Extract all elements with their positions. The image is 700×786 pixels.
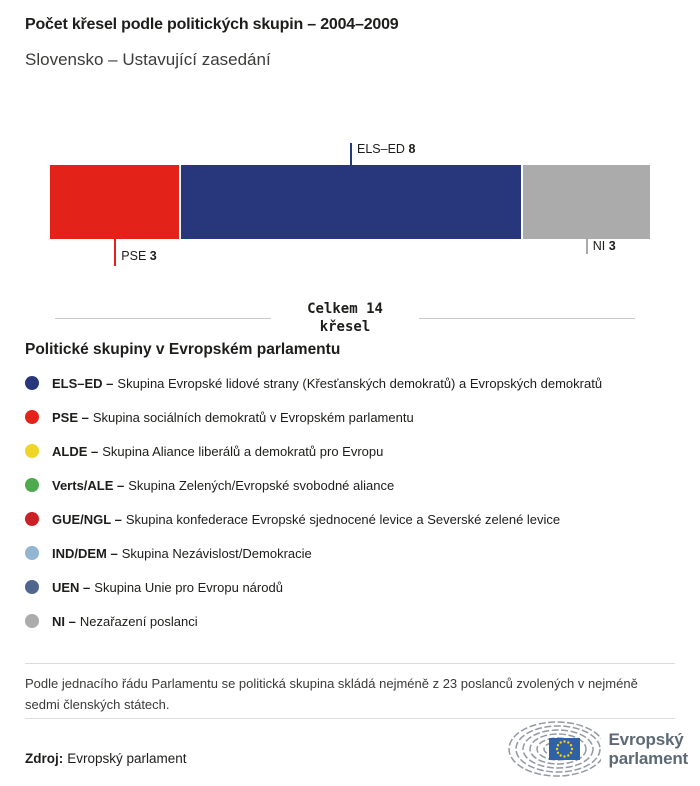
legend-label: [52, 546, 312, 561]
legend-dot: [25, 614, 39, 628]
legend-item-alde: [25, 434, 675, 468]
legend-dot: [25, 410, 39, 424]
legend-group-code: UEN –: [52, 579, 91, 595]
footnote: Podle jednacího řádu Parlamentu se politická skupina skládá nejméně z 23 poslanců zvolených v nejméně sedmi členských státech.: [25, 676, 638, 713]
bar-segment-ni: [521, 165, 650, 239]
legend-dot: [25, 546, 39, 560]
legend-group-desc: Skupina sociálních demokratů v Evropském parlamentu: [92, 409, 414, 425]
source-label: Zdroj:: [25, 751, 64, 766]
segment-seat-count: 3: [608, 239, 616, 253]
page-title: Počet křesel podle politických skupin – 2004–2009: [25, 16, 399, 33]
legend-item-gue-ngl: [25, 502, 675, 536]
divider: [25, 663, 675, 664]
segment-label-text: [116, 249, 156, 263]
legend-group-desc: Skupina Aliance liberálů a demokratů pro Evropu: [102, 443, 384, 459]
legend-group-desc: Skupina Evropské lidové strany (Křesťanských demokratů) a Evropských demokratů: [117, 375, 603, 391]
legend-item-pse: [25, 400, 675, 434]
legend-dot: [25, 478, 39, 492]
segment-label-text: [352, 142, 415, 156]
legend-group-desc: Skupina Zelených/Evropské svobodné aliance: [128, 477, 395, 493]
legend-label: [52, 444, 383, 459]
segment-label-els-ed: [350, 143, 415, 165]
stacked-bar: [50, 165, 650, 239]
legend-item-uen: [25, 570, 675, 604]
legend-label: [52, 614, 198, 629]
legend-dot: [25, 512, 39, 526]
logo-text: [609, 730, 688, 768]
source-text: Evropský parlament: [67, 751, 187, 766]
legend-dot: [25, 376, 39, 390]
bar-segment-pse: [50, 165, 179, 239]
source-line: [25, 751, 187, 766]
legend-heading: Politické skupiny v Evropském parlamentu: [25, 341, 341, 358]
total-seats-row: [25, 300, 675, 336]
page-subtitle: Slovensko – Ustavující zasedání: [25, 50, 271, 69]
legend-label: [52, 580, 283, 595]
segment-label-ni: [586, 239, 616, 254]
legend-group-desc: Skupina konfederace Evropské sjednocené levice a Severské zelené levice: [125, 511, 561, 527]
hemicycle-icon: [501, 720, 601, 778]
legend-group-code: NI –: [52, 613, 76, 629]
segment-seat-count: 3: [149, 249, 157, 263]
legend-item-ind-dem: [25, 536, 675, 570]
legend: [25, 366, 675, 638]
segment-label-text: [588, 239, 616, 253]
eu-flag-icon: [549, 738, 580, 760]
segment-group-name: NI: [592, 239, 606, 253]
legend-label: [52, 410, 414, 425]
rule-left: [55, 318, 271, 319]
legend-dot: [25, 444, 39, 458]
legend-group-desc: Nezařazení poslanci: [79, 613, 198, 629]
segment-group-name: PSE: [121, 249, 147, 263]
legend-group-desc: Skupina Nezávislost/Demokracie: [121, 545, 312, 561]
legend-label: [52, 512, 560, 527]
ep-logo: [501, 720, 688, 778]
rule-right: [419, 318, 635, 319]
segment-label-pse: [114, 239, 156, 266]
legend-group-code: GUE/NGL –: [52, 511, 122, 527]
bar-segment-els-ed: [179, 165, 522, 239]
legend-dot: [25, 580, 39, 594]
legend-item-verts-ale: [25, 468, 675, 502]
legend-group-desc: Skupina Unie pro Evropu národů: [94, 579, 283, 595]
total-seats-label: Celkem 14 křesel: [307, 301, 383, 336]
legend-label: [52, 478, 394, 493]
legend-item-ni: [25, 604, 675, 638]
legend-group-code: ELS–ED –: [52, 375, 114, 391]
legend-group-code: ALDE –: [52, 443, 99, 459]
legend-group-code: PSE –: [52, 409, 89, 425]
divider: [25, 718, 675, 719]
segment-seat-count: 8: [408, 142, 416, 156]
legend-group-code: IND/DEM –: [52, 545, 118, 561]
segment-group-name: ELS–ED: [357, 142, 405, 156]
legend-label: [52, 376, 602, 391]
logo-text-line1: Evropský: [608, 729, 684, 749]
legend-item-els-ed: [25, 366, 675, 400]
logo-text-line2: parlament: [608, 749, 688, 768]
seats-stacked-bar-chart: [50, 140, 650, 272]
legend-group-code: Verts/ALE –: [52, 477, 125, 493]
